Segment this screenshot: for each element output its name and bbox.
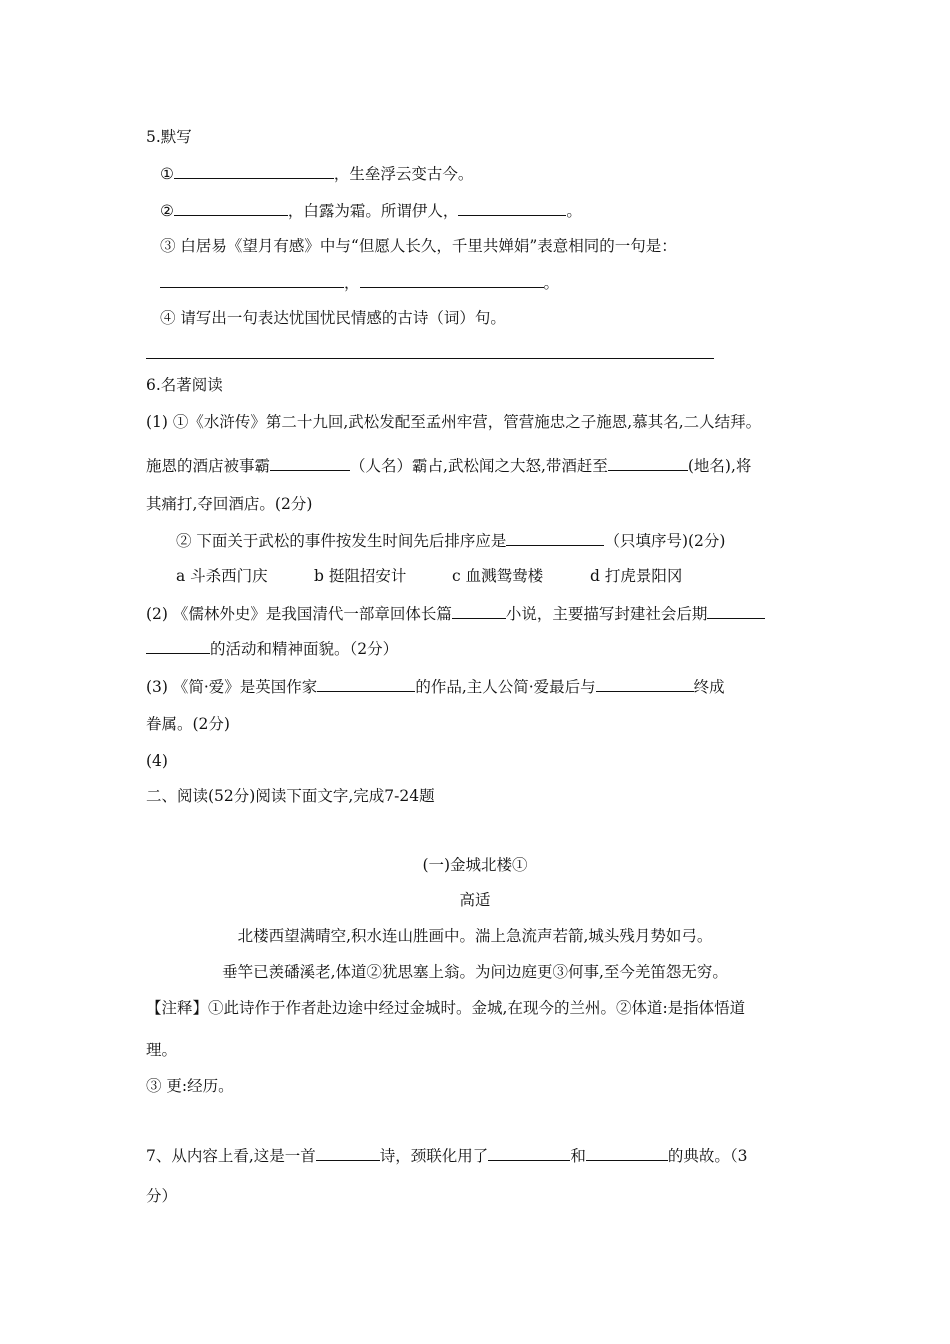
q6-p1-line-4 bbox=[176, 530, 725, 551]
q6-option-d: d 打虎景阳冈 bbox=[590, 567, 683, 585]
answer-rule[interactable] bbox=[146, 358, 714, 359]
q5-line-1-text: ，生垒浮云变古今。 bbox=[333, 165, 474, 183]
q5-line-3: ③ 白居易《望月有感》中与“但愿人长久，千里共婵娟”表意相同的一句是： bbox=[160, 237, 677, 255]
answer-blank[interactable] bbox=[707, 603, 765, 619]
q6-p4: (4) bbox=[146, 752, 168, 770]
q7-line-1-b: 诗，颈联化用了 bbox=[379, 1147, 489, 1165]
answer-blank[interactable] bbox=[174, 200, 288, 216]
q5-line-1-marker: ① bbox=[160, 165, 174, 183]
q7-line-1-c: 和 bbox=[570, 1147, 586, 1165]
q6-p2-line-2-text: 的活动和精神面貌。（2分） bbox=[210, 640, 399, 658]
q6-p1-line-4-b: （只填序号)(2分) bbox=[604, 532, 726, 550]
answer-blank[interactable] bbox=[174, 163, 334, 179]
q6-option-b: b 挺阻招安计 bbox=[314, 567, 407, 585]
q6-p1-line-2 bbox=[146, 455, 751, 476]
q6-option-a: a 斗杀西门庆 bbox=[176, 567, 268, 585]
q6-p1-line-1: (1) ①《水浒传》第二十九回,武松发配至孟州牢营，管营施忠之子施恩,慕其名,二人结拜。 bbox=[146, 413, 762, 431]
q7-line-1-a: 7、从内容上看,这是一首 bbox=[146, 1147, 316, 1165]
q5-line-2-end: 。 bbox=[566, 202, 582, 220]
q6-p2-line-1-b: 小说，主要描写封建社会后期 bbox=[505, 605, 708, 623]
q5-line-2-marker: ② bbox=[160, 202, 174, 220]
q6-p2-line-1-a: (2) 《儒林外史》是我国清代一部章回体长篇 bbox=[146, 605, 452, 623]
q5-heading: 5.默写 bbox=[146, 128, 192, 146]
answer-blank[interactable] bbox=[586, 1145, 668, 1161]
answer-blank[interactable] bbox=[608, 455, 688, 471]
q5-line-4-end: 。 bbox=[543, 274, 560, 292]
q5-line-2-text: ，白露为霜。所谓伊人， bbox=[287, 202, 459, 220]
q6-p3-line-1-c: 终成 bbox=[693, 678, 725, 696]
q6-p2-line-1 bbox=[146, 603, 765, 624]
note-label: 【注释】 bbox=[146, 999, 209, 1017]
note-line-1-text: ①此诗作于作者赴边途中经过金城时。金城,在现今的兰州。②体道:是指体悟道 bbox=[208, 999, 746, 1017]
answer-blank[interactable] bbox=[458, 200, 566, 216]
note-line-3: ③ 更:经历。 bbox=[146, 1077, 234, 1095]
answer-blank[interactable] bbox=[317, 676, 415, 692]
q6-p3-line-1-b: 的作品,主人公简·爱最后与 bbox=[415, 678, 596, 696]
q6-p3-line-1-a: (3) 《简·爱》是英国作家 bbox=[146, 678, 318, 696]
answer-blank[interactable] bbox=[146, 638, 210, 654]
answer-blank[interactable] bbox=[488, 1145, 570, 1161]
q5-line-5: ④ 请写出一句表达忧国忧民情感的古诗（词）句。 bbox=[160, 309, 506, 327]
q6-p1-line-2-b: （人名）霸占,武松闻之大怒,带酒赶至 bbox=[350, 457, 608, 475]
q5-line-2 bbox=[160, 200, 582, 221]
q6-p1-line-2-a: 施恩的酒店被事霸 bbox=[146, 457, 271, 475]
answer-blank[interactable] bbox=[316, 1145, 380, 1161]
q6-heading: 6.名著阅读 bbox=[146, 376, 223, 394]
answer-blank[interactable] bbox=[452, 603, 506, 619]
q6-p3-line-1 bbox=[146, 676, 725, 697]
q6-p1-line-2-c: (地名),将 bbox=[687, 457, 752, 475]
answer-blank[interactable] bbox=[596, 676, 694, 692]
q5-line-4 bbox=[160, 272, 559, 293]
q7-line-1-d: 的典故。（3 bbox=[667, 1147, 748, 1165]
poem-author: 高适 bbox=[459, 891, 491, 909]
q7-line-2: 分） bbox=[146, 1187, 178, 1205]
answer-blank[interactable] bbox=[360, 272, 544, 288]
q6-option-c: c 血溅鸳鸯楼 bbox=[452, 567, 544, 585]
q6-p1-line-3: 其痛打,夺回酒店。(2分) bbox=[146, 495, 313, 513]
section-2-heading: 二、阅读(52分)阅读下面文字,完成7-24题 bbox=[146, 787, 435, 805]
poem-line-1: 北楼西望满晴空,积水连山胜画中。湍上急流声若箭,城头残月势如弓。 bbox=[237, 927, 713, 945]
answer-blank[interactable] bbox=[160, 272, 344, 288]
note-line-1 bbox=[146, 998, 745, 1018]
poem-line-2: 垂竿已羡磻溪老,体道②犹思塞上翁。为问边庭更③何事,至今羌笛怨无穷。 bbox=[222, 963, 728, 981]
q6-p1-line-4-a: ② 下面关于武松的事件按发生时间先后排序应是 bbox=[176, 532, 507, 550]
note-line-2: 理。 bbox=[146, 1041, 178, 1059]
q5-line-1 bbox=[160, 163, 473, 184]
answer-blank[interactable] bbox=[270, 455, 350, 471]
q5-line-4-comma: ， bbox=[344, 274, 360, 292]
q6-p2-line-2 bbox=[146, 638, 398, 659]
q7-line-1 bbox=[146, 1145, 747, 1166]
q6-p3-line-2: 眷属。(2分) bbox=[146, 715, 230, 733]
answer-blank[interactable] bbox=[506, 530, 604, 546]
poem-title: (一)金城北楼① bbox=[422, 856, 528, 874]
